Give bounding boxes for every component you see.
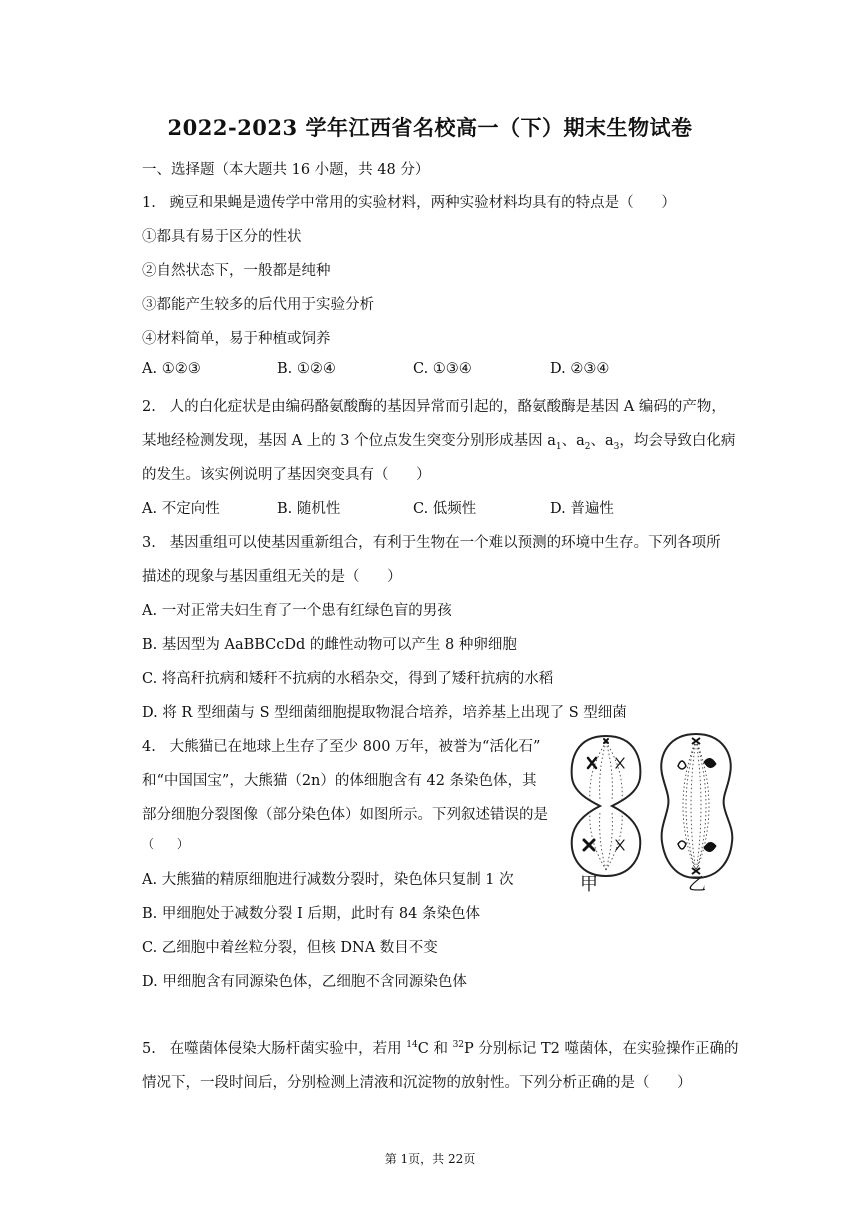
q2-option-c: C. 低频性 <box>413 501 477 517</box>
q2-subscript: 1 <box>555 441 562 452</box>
q4-option-c: C. 乙细胞中着丝粒分裂，但核 DNA 数目不变 <box>142 940 438 956</box>
q1-option-c: C. ①③④ <box>413 361 472 377</box>
chromosomes-jia <box>584 739 624 850</box>
q5-text: P 分别标记 T2 噬菌体，在实验操作正确的 <box>464 1041 739 1057</box>
q5-superscript: 32 <box>452 1040 465 1051</box>
q4-stem-line: 部分细胞分裂图像（部分染色体）如图所示。下列叙述错误的是 <box>142 807 548 823</box>
q2-text: 、a <box>561 433 585 449</box>
q5-text: 5. 在噬菌体侵染大肠杆菌实验中，若用 <box>142 1041 407 1057</box>
q4-option-a: A. 大熊猫的精原细胞进行减数分裂时，染色体只复制 1 次 <box>142 872 514 888</box>
cell-yi-drawing <box>661 734 732 878</box>
section-heading: 一、选择题（本大题共 16 小题，共 48 分） <box>142 162 430 178</box>
q1-item: ④材料简单，易于种植或饲养 <box>142 331 331 347</box>
q2-subscript: 3 <box>613 441 620 452</box>
q3-option-d: D. 将 R 型细菌与 S 型细菌细胞提取物混合培养，培养基上出现了 S 型细菌 <box>142 705 627 721</box>
q3-option-b: B. 基因型为 AaBBCcDd 的雌性动物可以产生 8 种卵细胞 <box>142 637 517 653</box>
spindle-fibers-yi <box>683 740 709 872</box>
page-footer: 第 1页，共 22页 <box>384 1152 476 1166</box>
q2-option-a: A. 不定向性 <box>142 501 220 517</box>
q5-superscript: 14 <box>406 1040 418 1051</box>
q2-stem-line <box>142 429 735 452</box>
q1-option-a: A. ①②③ <box>142 361 201 377</box>
q1-item: ①都具有易于区分的性状 <box>142 229 302 245</box>
q4-option-d: D. 甲细胞含有同源染色体，乙细胞不含同源染色体 <box>142 974 467 990</box>
figure-label-jia: 甲 <box>580 874 598 895</box>
q4-stem-line: 和“中国国宝”，大熊猫（2n）的体细胞含有 42 条染色体，其 <box>142 773 537 789</box>
cell-jia-drawing <box>572 736 641 876</box>
page-title: 2022-2023 学年江西省名校高一（下）期末生物试卷 <box>167 115 693 140</box>
q4-option-b: B. 甲细胞处于减数分裂 I 后期，此时有 84 条染色体 <box>142 906 480 922</box>
q3-stem-line: 描述的现象与基因重组无关的是（ ） <box>142 569 402 585</box>
q4-stem-line: （ ） <box>142 837 189 851</box>
q1-stem: 1. 豌豆和果蝇是遗传学中常用的实验材料，两种实验材料均具有的特点是（ ） <box>142 195 676 211</box>
q2-option-b: B. 随机性 <box>277 501 341 517</box>
q2-text: 某地经检测发现，基因 A 上的 3 个位点发生突变分别形成基因 a <box>142 433 556 449</box>
q3-stem-line: 3. 基因重组可以使基因重新组合，有利于生物在一个难以预测的环境中生存。下列各项所 <box>142 535 721 551</box>
q2-option-d: D. 普遍性 <box>550 501 614 517</box>
q5-text: C 和 <box>417 1041 453 1057</box>
q2-text: 、a <box>590 433 614 449</box>
q1-item: ③都能产生较多的后代用于实验分析 <box>142 297 374 313</box>
q2-text: ，均会导致白化病 <box>619 433 736 449</box>
q3-option-a: A. 一对正常夫妇生育了一个患有红绿色盲的男孩 <box>142 603 452 619</box>
q1-item: ②自然状态下，一般都是纯种 <box>142 263 331 279</box>
q2-stem-line: 的发生。该实例说明了基因突变具有（ ） <box>142 467 431 483</box>
q3-option-c: C. 将高秆抗病和矮秆不抗病的水稻杂交，得到了矮秆抗病的水稻 <box>142 671 554 687</box>
q4-stem-line: 4. 大熊猫已在地球上生存了至少 800 万年，被誉为“活化石” <box>142 739 541 755</box>
q1-option-d: D. ②③④ <box>550 361 610 377</box>
q2-stem-line: 2. 人的白化症状是由编码酪氨酸酶的基因异常而引起的，酪氨酸酶是基因 A 编码的产物， <box>142 399 726 415</box>
chromosomes-yi <box>678 738 716 874</box>
q5-stem-line <box>142 1037 739 1058</box>
q5-stem-line: 情况下，一段时间后，分别检测上清液和沉淀物的放射性。下列分析正确的是（ ） <box>142 1075 692 1091</box>
q2-subscript: 2 <box>584 441 591 452</box>
figure-label-yi: 乙 <box>688 874 706 895</box>
q1-option-b: B. ①②④ <box>277 361 336 377</box>
